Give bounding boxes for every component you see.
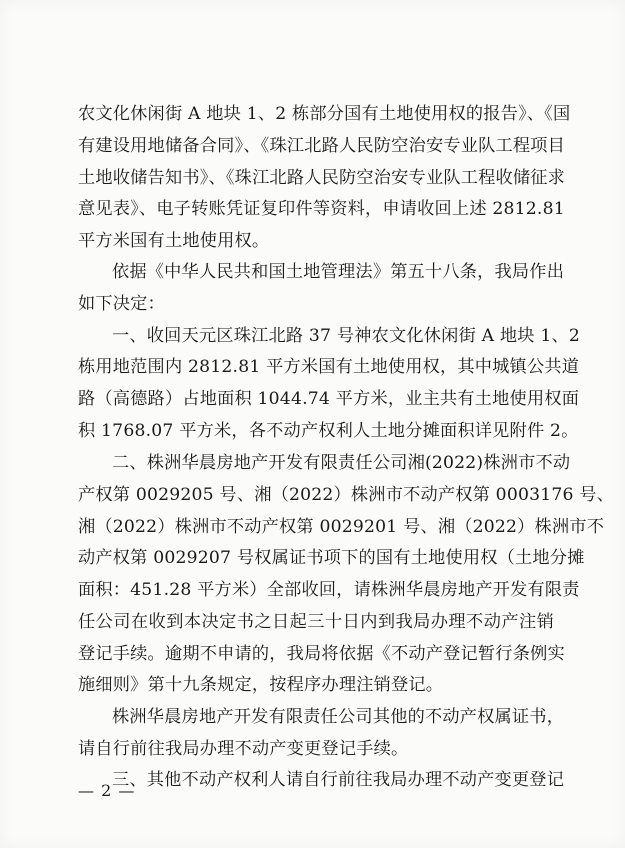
text-line: 产权第 0029205 号、湘（2022）株洲市不动产权第 0003176 号、 [78,485,615,505]
text-line: 农文化休闲街 A 地块 1、2 栋部分国有土地使用权的报告》、《国 [78,104,571,124]
text-line: 请自行前往我局办理不动产变更登记手续。 [78,739,409,759]
text-line: 土地收储告知书》、《珠江北路人民防空治安专业队工程收储征求 [78,168,566,188]
text-line: 积 1768.07 平方米，各不动产权利人土地分摊面积详见附件 2。 [78,421,579,441]
paragraph-first-line: 三、其他不动产权利人请自行前往我局办理不动产变更登记 [112,770,565,790]
text-line: 有建设用地储备合同》、《珠江北路人民防空治安专业队工程项目 [78,136,566,156]
paragraph-first-line: 依据《中华人民共和国土地管理法》第五十八条，我局作出 [112,262,565,282]
text-line: 动产权第 0029207 号权属证书项下的国有土地使用权（土地分摊 [78,548,585,568]
text-line: 意见表》、电子转账凭证复印件等资料，申请收回上述 2812.81 [78,199,565,219]
text-line: 栋用地范围内 2812.81 平方米国有土地使用权，其中城镇公共道 [78,357,580,377]
paragraph-first-line: 二、株洲华晨房地产开发有限责任公司湘(2022)株洲市不动 [112,453,571,473]
text-line: 路（高德路）占地面积 1044.74 平方米，业主共有土地使用权面 [78,389,580,409]
text-line: 如下决定： [78,294,165,314]
text-line: 登记手续。逾期不申请的，我局将依据《不动产登记暂行条例实 [78,644,565,664]
text-line: 平方米国有土地使用权。 [78,231,270,251]
paragraph-first-line: 一、收回天元区珠江北路 37 号神农文化休闲街 A 地块 1、2 [112,326,580,346]
paragraph-first-line: 株洲华晨房地产开发有限责任公司其他的不动产权属证书， [112,707,565,727]
text-line: 任公司在收到本决定书之日起三十日内到我局办理不动产注销 [78,612,554,632]
text-line: 施细则》第十九条规定，按程序办理注销登记。 [78,675,444,695]
text-line: 面积：451.28 平方米）全部收回，请株洲华晨房地产开发有限责 [78,580,580,600]
page-number: — 2 — [78,781,136,800]
text-line: 湘（2022）株洲市不动产权第 0029201 号、湘（2022）株洲市不 [78,517,605,537]
